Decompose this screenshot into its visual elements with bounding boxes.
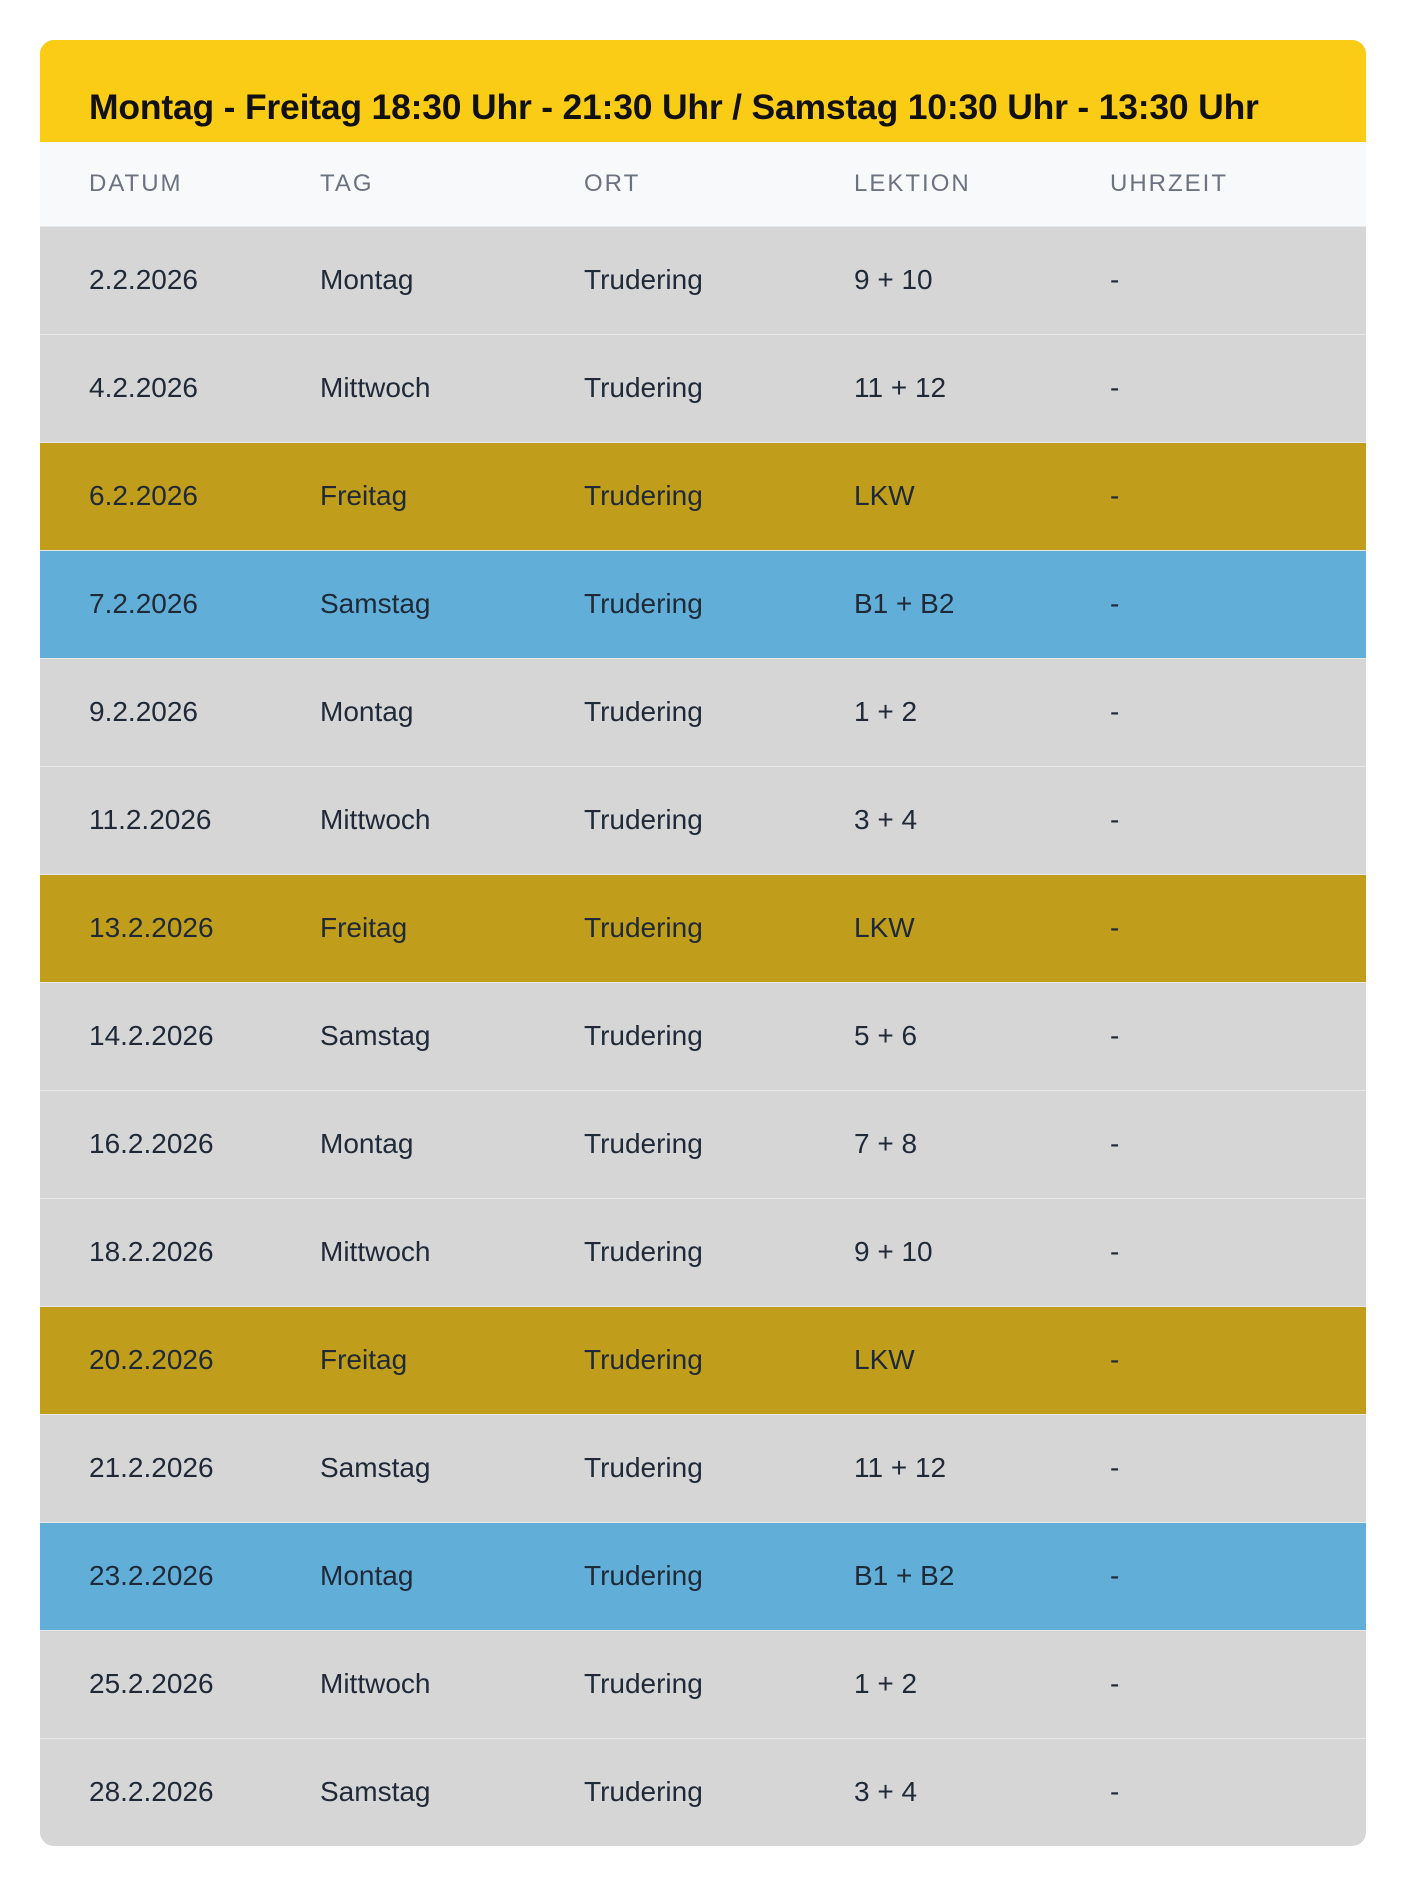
cell-lektion: B1 + B2 [854,1522,1110,1630]
table-row [40,442,1366,550]
cell-datum: 7.2.2026 [40,550,320,658]
cell-uhrzeit: - [1110,1090,1366,1198]
cell-uhrzeit: - [1110,874,1366,982]
cell-lektion: B1 + B2 [854,550,1110,658]
table-row [40,982,1366,1090]
cell-datum: 13.2.2026 [40,874,320,982]
column-header-ort: ORT [584,142,854,226]
table-body [40,226,1366,1846]
table-row [40,550,1366,658]
cell-tag: Samstag [320,982,584,1090]
cell-tag: Montag [320,1090,584,1198]
cell-lektion: 11 + 12 [854,1414,1110,1522]
cell-uhrzeit: - [1110,550,1366,658]
cell-lektion: 11 + 12 [854,334,1110,442]
schedule-table [40,142,1366,1846]
cell-ort: Trudering [584,442,854,550]
cell-tag: Samstag [320,1738,584,1846]
table-row [40,1738,1366,1846]
cell-datum: 25.2.2026 [40,1630,320,1738]
cell-tag: Mittwoch [320,1630,584,1738]
cell-ort: Trudering [584,766,854,874]
table-row [40,874,1366,982]
cell-tag: Samstag [320,1414,584,1522]
table-row [40,1414,1366,1522]
cell-datum: 4.2.2026 [40,334,320,442]
table-header-row [40,142,1366,226]
cell-lektion: 9 + 10 [854,264,933,295]
cell-lektion: LKW [854,1306,1110,1414]
table-row [40,1522,1366,1630]
cell-uhrzeit: - [1110,1306,1366,1414]
cell-uhrzeit: - [1110,658,1366,766]
cell-uhrzeit: - [1110,1198,1366,1306]
cell-datum: 23.2.2026 [40,1522,320,1630]
cell-tag: Samstag [320,550,584,658]
cell-lektion: 5 + 6 [854,982,1110,1090]
cell-uhrzeit: - [1110,264,1120,295]
cell-lektion: 7 + 8 [854,1090,1110,1198]
cell-tag: Freitag [320,874,584,982]
cell-uhrzeit: - [1110,442,1366,550]
cell-ort: Trudering [584,982,854,1090]
cell-uhrzeit: - [1110,334,1366,442]
cell-tag: Montag [320,1522,584,1630]
cell-datum: 14.2.2026 [40,982,320,1090]
cell-datum: 2.2.2026 [89,264,198,295]
cell-datum: 11.2.2026 [40,766,320,874]
cell-tag: Mittwoch [320,334,584,442]
cell-ort: Trudering [584,1630,854,1738]
cell-datum: 20.2.2026 [40,1306,320,1414]
column-header-datum: DATUM [40,142,320,226]
cell-tag: Mittwoch [320,766,584,874]
cell-lektion: 1 + 2 [854,1630,1110,1738]
cell-ort: Trudering [584,1522,854,1630]
cell-datum: 18.2.2026 [40,1198,320,1306]
cell-ort: Trudering [584,550,854,658]
cell-uhrzeit: - [1110,982,1366,1090]
table-row [40,1306,1366,1414]
cell-tag: Mittwoch [320,1198,584,1306]
schedule-header [40,40,1366,142]
table-row [40,334,1366,442]
cell-tag: Freitag [320,442,584,550]
table-row [40,1090,1366,1198]
cell-tag: Montag [320,658,584,766]
cell-uhrzeit: - [1110,1630,1366,1738]
table-header [40,142,1366,226]
schedule-card [40,40,1366,1846]
cell-lektion: 3 + 4 [854,1738,1110,1846]
cell-datum: 28.2.2026 [40,1738,320,1846]
cell-ort: Trudering [584,334,854,442]
cell-uhrzeit: - [1110,1522,1366,1630]
cell-ort: Trudering [584,658,854,766]
cell-uhrzeit: - [1110,1414,1366,1522]
cell-ort: Trudering [584,264,703,295]
cell-datum: 21.2.2026 [40,1414,320,1522]
schedule-title: Montag - Freitag 18:30 Uhr - 21:30 Uhr / Samstag 10:30 Uhr - 13:30 Uhr [89,87,1259,127]
cell-lektion: LKW [854,874,1110,982]
table-row [40,1198,1366,1306]
column-header-uhrzeit: UHRZEIT [1110,142,1366,226]
cell-datum: 6.2.2026 [40,442,320,550]
cell-uhrzeit: - [1110,766,1366,874]
cell-datum: 16.2.2026 [40,1090,320,1198]
cell-tag: Freitag [320,1306,584,1414]
cell-ort: Trudering [584,1414,854,1522]
cell-ort: Trudering [584,874,854,982]
cell-ort: Trudering [584,1090,854,1198]
table-row [40,1630,1366,1738]
table-row [40,658,1366,766]
cell-datum: 9.2.2026 [40,658,320,766]
cell-ort: Trudering [584,1198,854,1306]
cell-lektion: LKW [854,442,1110,550]
cell-lektion: 3 + 4 [854,766,1110,874]
table-row [40,226,1366,334]
column-header-tag: TAG [320,142,584,226]
cell-lektion: 9 + 10 [854,1198,1110,1306]
cell-ort: Trudering [584,1738,854,1846]
cell-tag: Montag [320,264,414,295]
cell-lektion: 1 + 2 [854,658,1110,766]
table-row [40,766,1366,874]
column-header-lektion: LEKTION [854,142,1110,226]
cell-uhrzeit: - [1110,1738,1366,1846]
cell-ort: Trudering [584,1306,854,1414]
